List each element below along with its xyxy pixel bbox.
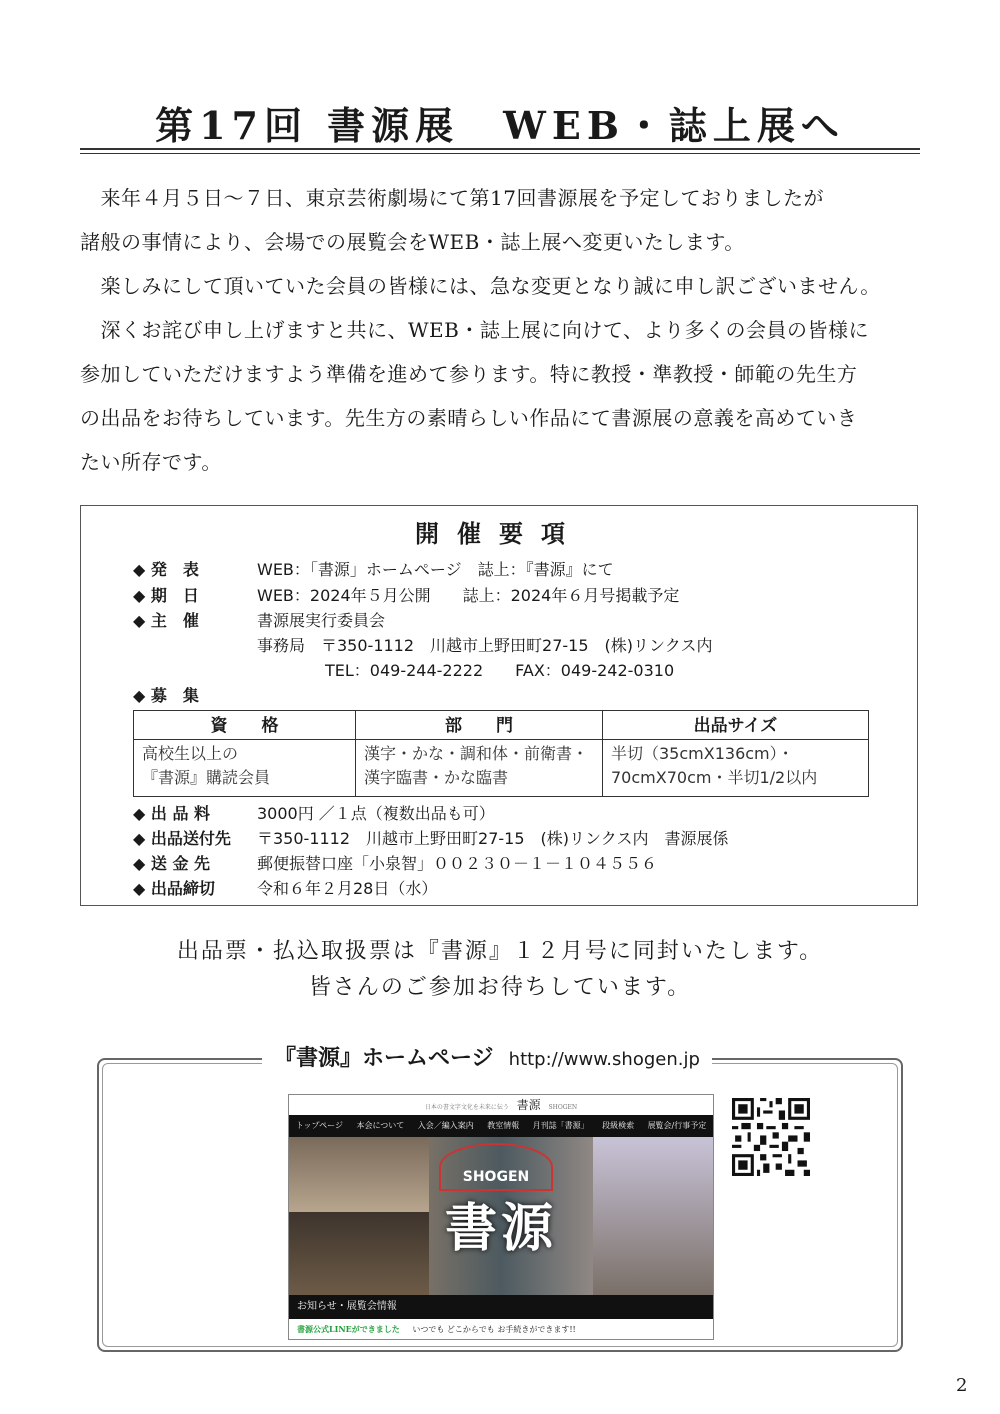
table-header: 出品サイズ — [603, 711, 869, 740]
shot-logo: 書源 — [516, 1098, 541, 1112]
table-row — [134, 740, 869, 797]
hero-logo: 書源 — [444, 1198, 557, 1259]
organizer-phone: TEL：049-244-2222 FAX：049-242-0310 — [325, 661, 675, 680]
table-cell: 漢字・かな・調和体・前衛書・ 漢字臨書・かな臨書 — [356, 740, 603, 797]
guidelines-title: 開催要項 — [415, 520, 583, 548]
shot-nav-item: 展覧会/行事予定 — [647, 1121, 707, 1130]
table-cell: 高校生以上の 『書源』購読会員 — [134, 740, 356, 797]
table-header: 部 門 — [356, 711, 603, 740]
closing-line-1: 出品票・払込取扱票は『書源』１２月号に同封いたします。 — [176, 939, 824, 964]
shot-nav-item: トップページ — [295, 1121, 343, 1130]
row-value: 3000円 ／１点（複数出品も可） — [257, 804, 495, 823]
shot-nav — [289, 1115, 713, 1137]
row-label: ◆ 出 品 料 — [133, 804, 211, 823]
row-label: ◆ 募 集 — [133, 686, 199, 705]
page-number: 2 — [956, 1375, 968, 1396]
shot-nav-item: 教室情報 — [487, 1121, 520, 1130]
title-rule-thin — [80, 153, 920, 154]
shot-nav-item: 本会について — [356, 1121, 405, 1130]
intro-line: 諸般の事情により、会場での展覧会をWEB・誌上展へ変更いたします。 — [80, 230, 745, 254]
title-rule-thick — [80, 148, 920, 150]
shot-nav-item: 月刊誌「書源」 — [532, 1121, 589, 1130]
shot-nav-item: 段級検索 — [602, 1121, 635, 1130]
row-value: WEB：2024年５月公開 誌上：2024年６月号掲載予定 — [257, 586, 680, 605]
intro-line: 参加していただけますよう準備を進めて参ります。特に教授・準教授・師範の先生方 — [80, 362, 858, 386]
guidelines-box — [80, 505, 918, 906]
hero-photo — [593, 1137, 713, 1295]
row-label: ◆ 期 日 — [133, 586, 199, 605]
row-label: ◆ 出品送付先 — [133, 829, 231, 848]
page-title: 第17回 書源展 WEB・誌上展へ — [155, 103, 845, 148]
shot-header — [289, 1095, 713, 1115]
row-label: ◆ 主 催 — [133, 611, 199, 630]
row-value: 〒350-1112 川越市上野田町27-15 (株)リンクス内 書源展係 — [257, 829, 729, 848]
row-value: 令和６年２月28日（水） — [257, 879, 438, 898]
intro-text — [80, 176, 922, 484]
row-label: ◆ 出品締切 — [133, 879, 215, 898]
line-banner-text: いつでも どこからでも お手続きができます!! — [412, 1325, 576, 1334]
hero-emblem: SHOGEN — [439, 1143, 553, 1191]
table-header-row — [134, 711, 869, 740]
line-banner-title: 書源公式LINEができました — [297, 1324, 400, 1334]
table-header: 資 格 — [134, 711, 356, 740]
shot-nav-item: 入会／編入案内 — [417, 1121, 474, 1130]
homepage-heading — [262, 1044, 712, 1074]
intro-line: 楽しみにして頂いていた会員の皆様には、急な変更となり誠に申し訳ございません。 — [80, 274, 881, 298]
row-label: ◆ 送 金 先 — [133, 854, 211, 873]
qr-code-icon — [732, 1098, 810, 1176]
intro-line: の出品をお待ちしています。先生方の素晴らしい作品にて書源展の意義を高めていき — [80, 406, 858, 430]
shot-line-banner — [289, 1319, 713, 1339]
hero-photo — [289, 1212, 429, 1295]
intro-line: 来年４月５日〜７日、東京芸術劇場にて第17回書源展を予定しておりましたが — [80, 186, 824, 210]
homepage-url[interactable]: http://www.shogen.jp — [508, 1049, 700, 1070]
row-value: WEB：「書源」ホームページ 誌上：『書源』にて — [257, 560, 614, 579]
intro-line: 深くお詫び申し上げますと共に、WEB・誌上展に向けて、より多くの会員の皆様に — [80, 318, 869, 342]
row-label: ◆ 発 表 — [133, 560, 199, 579]
shot-logo-en: SHOGEN — [548, 1104, 578, 1111]
shot-tagline: 日本の書文字文化を未来に伝う — [424, 1104, 509, 1111]
hero-photo — [289, 1137, 429, 1212]
shot-hero-image — [289, 1137, 713, 1295]
table-cell: 半切（35cmX136cm）・ 70cmX70cm・半切1/2以内 — [603, 740, 869, 797]
closing-line-2: 皆さんのご参加お待ちしています。 — [308, 975, 692, 1000]
shot-news-bar: お知らせ・展覧会情報 — [289, 1295, 713, 1319]
row-value: 書源展実行委員会 — [257, 611, 386, 630]
intro-line: たい所存です。 — [80, 450, 222, 474]
row-value: 郵便振替口座「小泉智」００２３０－１－１０４５５６ — [257, 854, 658, 873]
homepage-label: 『書源』ホームページ — [274, 1046, 494, 1071]
requirements-table — [133, 710, 869, 797]
homepage-screenshot — [288, 1094, 714, 1340]
organizer-office: 事務局 〒350-1112 川越市上野田町27-15 (株)リンクス内 — [257, 636, 713, 655]
